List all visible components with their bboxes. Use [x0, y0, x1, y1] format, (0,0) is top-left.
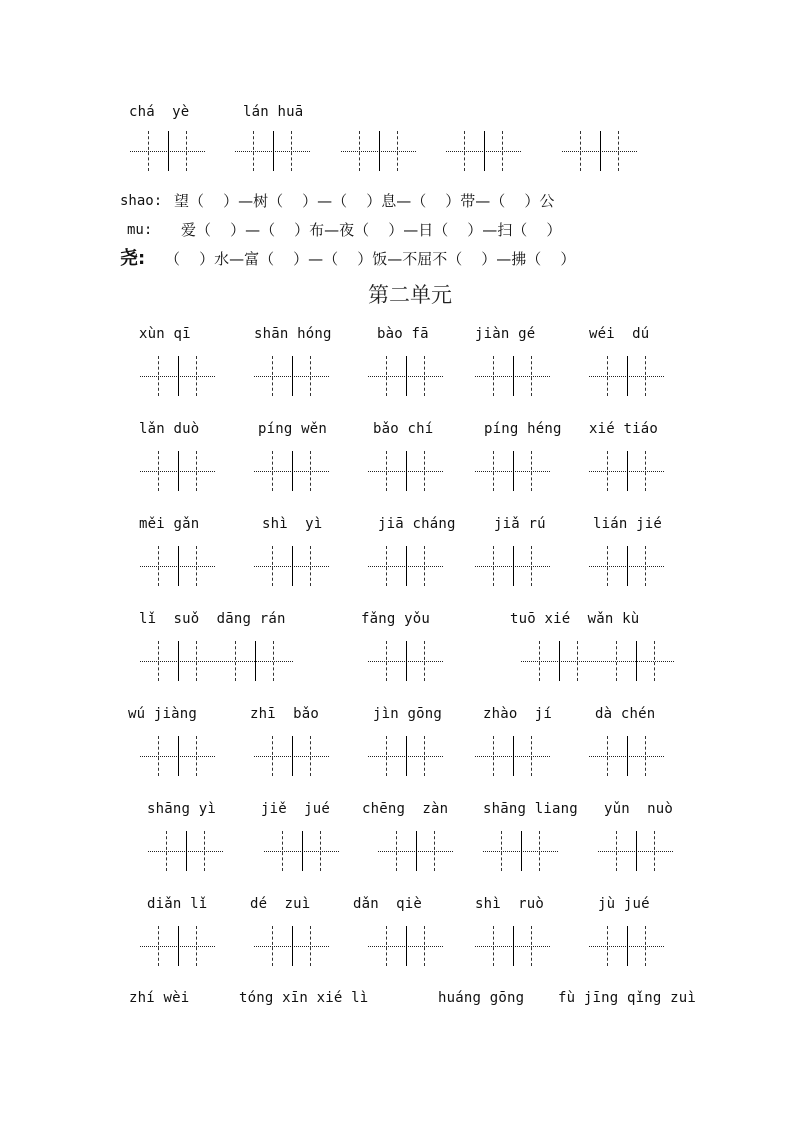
- grid-guide-line: [386, 546, 387, 586]
- grid-guide-line: [424, 926, 425, 966]
- pinyin-label: fǎng yǒu: [361, 611, 431, 627]
- pinyin-label: shì yì: [262, 516, 323, 532]
- grid-center-line: [292, 451, 293, 491]
- grid-guide-line: [158, 641, 159, 681]
- grid-guide-line: [493, 926, 494, 966]
- grid-guide-line: [645, 546, 646, 586]
- grid-guide-line: [539, 831, 540, 871]
- grid-center-line: [484, 131, 485, 171]
- writing-grid[interactable]: [475, 451, 550, 491]
- grid-guide-line: [196, 356, 197, 396]
- writing-grid[interactable]: [446, 131, 521, 171]
- grid-guide-line: [424, 546, 425, 586]
- grid-center-line: [292, 736, 293, 776]
- grid-center-line: [513, 546, 514, 586]
- section-title: 第二单元: [368, 283, 452, 307]
- grid-guide-line: [531, 451, 532, 491]
- grid-guide-line: [158, 736, 159, 776]
- fill-line-label: 尧:: [120, 248, 146, 269]
- writing-grid[interactable]: [598, 831, 673, 871]
- grid-guide-line: [577, 641, 578, 681]
- pinyin-label: shāng liang: [483, 801, 578, 817]
- grid-center-line: [255, 641, 256, 681]
- grid-guide-line: [618, 131, 619, 171]
- grid-center-line: [636, 831, 637, 871]
- pinyin-label: jù jué: [598, 896, 650, 912]
- pinyin-label: shì ruò: [475, 896, 545, 912]
- pinyin-label: huáng gōng: [438, 990, 525, 1006]
- pinyin-label: xié tiáo: [589, 421, 659, 437]
- pinyin-label: píng héng: [484, 421, 562, 437]
- pinyin-label: tuō xié wǎn kù: [510, 611, 640, 627]
- grid-guide-line: [158, 451, 159, 491]
- grid-guide-line: [158, 546, 159, 586]
- writing-grid[interactable]: [589, 736, 664, 776]
- grid-center-line: [600, 131, 601, 171]
- pinyin-label: shāng yì: [147, 801, 217, 817]
- grid-center-line: [292, 546, 293, 586]
- pinyin-label: zhí wèi: [129, 990, 190, 1006]
- writing-grid[interactable]: [368, 736, 443, 776]
- writing-grid[interactable]: [254, 451, 329, 491]
- grid-guide-line: [196, 736, 197, 776]
- grid-guide-line: [645, 736, 646, 776]
- pinyin-label: tóng xīn xié lì: [239, 990, 369, 1006]
- pinyin-label: jiā cháng: [378, 516, 456, 532]
- writing-grid[interactable]: [148, 831, 223, 871]
- grid-guide-line: [502, 131, 503, 171]
- grid-guide-line: [424, 356, 425, 396]
- writing-grid[interactable]: [140, 641, 293, 681]
- grid-guide-line: [386, 736, 387, 776]
- writing-grid[interactable]: [475, 926, 550, 966]
- grid-guide-line: [196, 641, 197, 681]
- pinyin-label: bào fā: [377, 326, 429, 342]
- grid-guide-line: [424, 736, 425, 776]
- grid-guide-line: [310, 546, 311, 586]
- writing-grid[interactable]: [254, 736, 329, 776]
- grid-center-line: [406, 926, 407, 966]
- grid-guide-line: [531, 356, 532, 396]
- grid-center-line: [168, 131, 169, 171]
- pinyin-label: píng wěn: [258, 421, 328, 437]
- pinyin-label: jìn gōng: [373, 706, 443, 722]
- grid-guide-line: [493, 451, 494, 491]
- grid-guide-line: [607, 356, 608, 396]
- grid-center-line: [406, 641, 407, 681]
- grid-guide-line: [607, 926, 608, 966]
- grid-center-line: [178, 546, 179, 586]
- grid-center-line: [636, 641, 637, 681]
- grid-guide-line: [531, 736, 532, 776]
- writing-grid[interactable]: [140, 451, 215, 491]
- writing-grid[interactable]: [140, 736, 215, 776]
- grid-center-line: [627, 546, 628, 586]
- grid-center-line: [513, 356, 514, 396]
- fill-in-blank-line: 爱（ ）—（ ）布—夜（ ）—日（ ）—扫（ ）: [181, 221, 562, 239]
- pinyin-label: jiǎ rú: [494, 516, 546, 532]
- writing-grid[interactable]: [368, 641, 443, 681]
- grid-guide-line: [272, 546, 273, 586]
- writing-grid[interactable]: [140, 546, 215, 586]
- grid-center-line: [292, 356, 293, 396]
- grid-center-line: [178, 736, 179, 776]
- pinyin-label: lán huā: [243, 104, 304, 120]
- grid-guide-line: [493, 546, 494, 586]
- pinyin-label: yǔn nuò: [604, 801, 674, 817]
- grid-guide-line: [204, 831, 205, 871]
- pinyin-label: shān hóng: [254, 326, 332, 342]
- pinyin-label: zhī bǎo: [250, 706, 320, 722]
- grid-guide-line: [158, 926, 159, 966]
- writing-grid[interactable]: [589, 356, 664, 396]
- writing-grid[interactable]: [140, 926, 215, 966]
- writing-grid[interactable]: [475, 356, 550, 396]
- writing-grid[interactable]: [378, 831, 453, 871]
- grid-guide-line: [616, 831, 617, 871]
- pinyin-label: fù jīng qǐng zuì: [558, 990, 697, 1006]
- writing-grid[interactable]: [254, 356, 329, 396]
- writing-grid[interactable]: [589, 546, 664, 586]
- grid-center-line: [379, 131, 380, 171]
- pinyin-label: diǎn lǐ: [147, 896, 208, 912]
- grid-guide-line: [253, 131, 254, 171]
- grid-center-line: [273, 131, 274, 171]
- grid-midline: [521, 661, 674, 662]
- grid-guide-line: [493, 356, 494, 396]
- writing-grid[interactable]: [264, 831, 339, 871]
- writing-grid[interactable]: [368, 451, 443, 491]
- grid-guide-line: [310, 926, 311, 966]
- grid-midline: [140, 661, 293, 662]
- grid-center-line: [627, 736, 628, 776]
- grid-center-line: [406, 451, 407, 491]
- grid-center-line: [521, 831, 522, 871]
- grid-center-line: [627, 451, 628, 491]
- writing-grid[interactable]: [254, 926, 329, 966]
- grid-center-line: [513, 736, 514, 776]
- writing-grid[interactable]: [254, 546, 329, 586]
- grid-guide-line: [272, 736, 273, 776]
- grid-guide-line: [291, 131, 292, 171]
- grid-guide-line: [186, 131, 187, 171]
- writing-grid[interactable]: [130, 131, 205, 171]
- writing-grid[interactable]: [341, 131, 416, 171]
- grid-center-line: [513, 926, 514, 966]
- grid-guide-line: [424, 641, 425, 681]
- writing-grid[interactable]: [521, 641, 674, 681]
- grid-center-line: [513, 451, 514, 491]
- grid-guide-line: [166, 831, 167, 871]
- grid-guide-line: [158, 356, 159, 396]
- writing-grid[interactable]: [475, 736, 550, 776]
- grid-guide-line: [282, 831, 283, 871]
- grid-center-line: [559, 641, 560, 681]
- grid-guide-line: [645, 926, 646, 966]
- grid-guide-line: [359, 131, 360, 171]
- grid-guide-line: [580, 131, 581, 171]
- grid-guide-line: [464, 131, 465, 171]
- grid-center-line: [178, 356, 179, 396]
- pinyin-label: dé zuì: [250, 896, 311, 912]
- grid-guide-line: [396, 831, 397, 871]
- pinyin-label: dǎn qiè: [353, 896, 423, 912]
- grid-guide-line: [235, 641, 236, 681]
- writing-grid[interactable]: [368, 356, 443, 396]
- grid-guide-line: [310, 451, 311, 491]
- grid-center-line: [178, 451, 179, 491]
- grid-guide-line: [501, 831, 502, 871]
- pinyin-label: jiàn gé: [475, 326, 536, 342]
- grid-center-line: [178, 926, 179, 966]
- grid-guide-line: [531, 546, 532, 586]
- writing-grid[interactable]: [368, 926, 443, 966]
- grid-guide-line: [607, 451, 608, 491]
- grid-guide-line: [616, 641, 617, 681]
- writing-grid[interactable]: [483, 831, 558, 871]
- grid-center-line: [406, 546, 407, 586]
- grid-guide-line: [272, 926, 273, 966]
- fill-in-blank-line: 望（ ）—树（ ）—（ ）息—（ ）带—（ ）公: [174, 192, 555, 210]
- grid-guide-line: [654, 641, 655, 681]
- grid-center-line: [416, 831, 417, 871]
- writing-grid[interactable]: [562, 131, 637, 171]
- grid-guide-line: [645, 356, 646, 396]
- writing-grid[interactable]: [589, 451, 664, 491]
- grid-center-line: [292, 926, 293, 966]
- grid-guide-line: [196, 926, 197, 966]
- pinyin-label: wú jiàng: [128, 706, 198, 722]
- grid-guide-line: [272, 451, 273, 491]
- pinyin-label: lián jié: [593, 516, 663, 532]
- grid-center-line: [302, 831, 303, 871]
- pinyin-label: lǎn duò: [139, 421, 200, 437]
- grid-center-line: [627, 356, 628, 396]
- grid-center-line: [627, 926, 628, 966]
- pinyin-label: chá yè: [129, 104, 190, 120]
- grid-guide-line: [196, 546, 197, 586]
- grid-guide-line: [531, 926, 532, 966]
- grid-guide-line: [493, 736, 494, 776]
- pinyin-label: xùn qī: [139, 326, 191, 342]
- grid-guide-line: [607, 546, 608, 586]
- grid-guide-line: [386, 926, 387, 966]
- pinyin-label: měi gǎn: [139, 516, 200, 532]
- grid-guide-line: [539, 641, 540, 681]
- grid-guide-line: [645, 451, 646, 491]
- grid-center-line: [178, 641, 179, 681]
- pinyin-label: bǎo chí: [373, 421, 434, 437]
- grid-center-line: [406, 356, 407, 396]
- pinyin-label: wéi dú: [589, 326, 650, 342]
- pinyin-label: lǐ suǒ dāng rán: [139, 611, 286, 627]
- fill-line-label: shao:: [120, 193, 163, 209]
- pinyin-label: zhào jí: [483, 706, 553, 722]
- pinyin-label: dà chén: [595, 706, 656, 722]
- pinyin-label: jiě jué: [261, 801, 331, 817]
- grid-guide-line: [654, 831, 655, 871]
- writing-grid[interactable]: [589, 926, 664, 966]
- pinyin-label: chēng zàn: [362, 801, 449, 817]
- grid-guide-line: [434, 831, 435, 871]
- grid-guide-line: [310, 736, 311, 776]
- grid-guide-line: [386, 356, 387, 396]
- writing-grid[interactable]: [368, 546, 443, 586]
- grid-guide-line: [148, 131, 149, 171]
- fill-in-blank-line: （ ）水—富（ ）—（ ）饭—不屈不（ ）—拂（ ）: [165, 250, 576, 268]
- grid-guide-line: [320, 831, 321, 871]
- fill-line-label: mu:: [127, 222, 153, 238]
- grid-guide-line: [386, 451, 387, 491]
- grid-guide-line: [273, 641, 274, 681]
- grid-center-line: [186, 831, 187, 871]
- grid-guide-line: [607, 736, 608, 776]
- grid-guide-line: [310, 356, 311, 396]
- writing-grid[interactable]: [235, 131, 310, 171]
- grid-guide-line: [272, 356, 273, 396]
- writing-grid[interactable]: [475, 546, 550, 586]
- grid-guide-line: [386, 641, 387, 681]
- grid-center-line: [406, 736, 407, 776]
- writing-grid[interactable]: [140, 356, 215, 396]
- grid-guide-line: [196, 451, 197, 491]
- grid-guide-line: [397, 131, 398, 171]
- grid-guide-line: [424, 451, 425, 491]
